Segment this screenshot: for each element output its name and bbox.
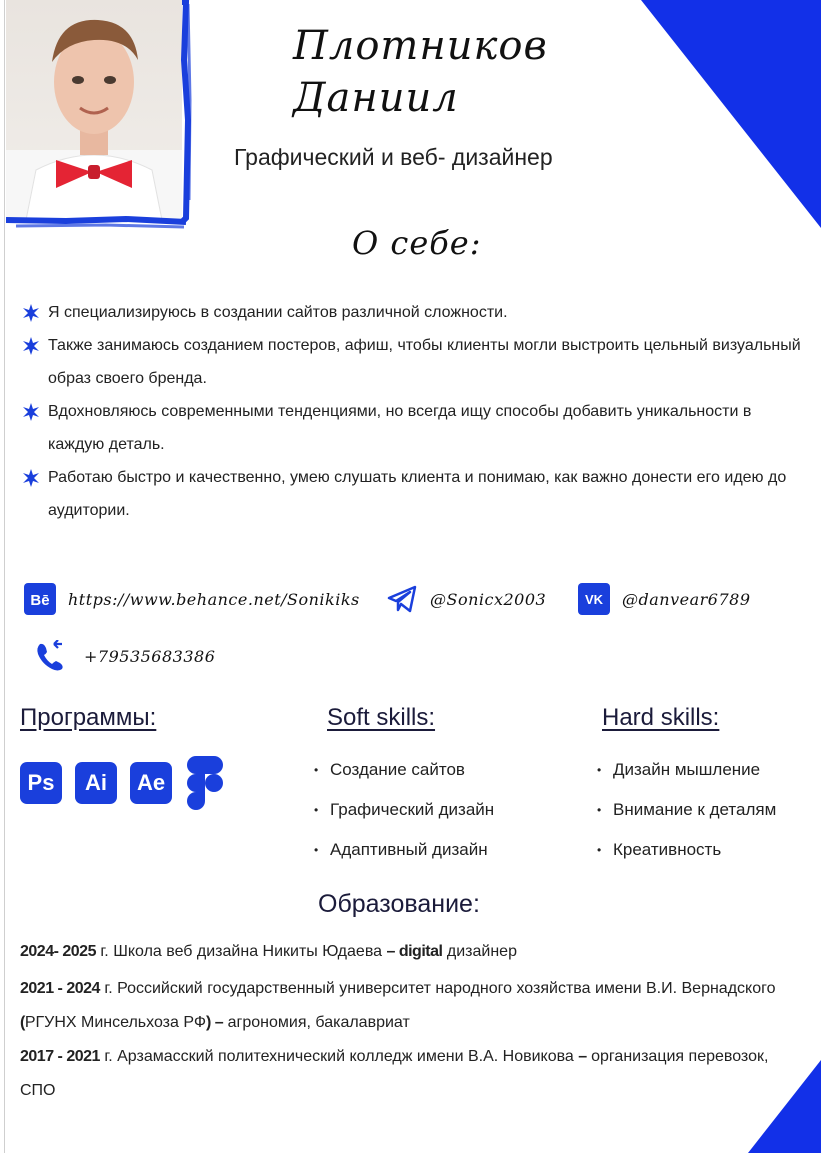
- star-bullet-icon: [22, 403, 40, 421]
- education-entry: 2024- 2025 г. Школа веб дизайна Никиты Юдаева – digital дизайнер: [20, 943, 517, 960]
- list-item: • Адаптивный дизайн: [314, 836, 494, 876]
- top-right-corner-decoration: [641, 0, 821, 228]
- hard-skills-title: Hard skills:: [602, 704, 720, 731]
- about-item: Я специализируюсь в создании сайтов различной сложности.: [22, 296, 812, 329]
- education-years: 2017 - 2021: [20, 1048, 100, 1065]
- phone-number[interactable]: +79535683386: [84, 646, 216, 666]
- star-bullet-icon: [22, 304, 40, 322]
- star-bullet-icon: [22, 469, 40, 487]
- photoshop-icon: Ps: [20, 762, 62, 804]
- telegram-contact[interactable]: [386, 583, 546, 615]
- behance-link[interactable]: https://www.behance.net/Sonikiks: [68, 589, 360, 609]
- behance-icon: [24, 583, 56, 615]
- soft-skills-list: [314, 756, 494, 876]
- profile-photo: [6, 0, 188, 226]
- telegram-icon: [386, 583, 418, 615]
- education-years: 2024- 2025: [20, 943, 96, 960]
- vk-handle[interactable]: @danvear6789: [622, 589, 751, 609]
- svg-text:Bē: Bē: [30, 592, 50, 609]
- svg-text:VK: VK: [584, 592, 604, 607]
- list-item: • Дизайн мышление: [597, 756, 776, 796]
- phone-icon: [34, 640, 66, 672]
- first-name: Даниил: [293, 75, 459, 121]
- figma-icon: [187, 756, 223, 810]
- vk-icon: [578, 583, 610, 615]
- hard-skills-list: [597, 756, 776, 876]
- soft-skills-title: Soft skills:: [327, 704, 436, 731]
- page-border: [4, 0, 5, 1153]
- illustrator-icon: Ai: [75, 762, 117, 804]
- programs-title: Программы:: [20, 704, 157, 731]
- education-entry: 2021 - 2024 г. Российский государственный университет народного хозяйства имени В.И. Вернадского (РГУНХ Минсельхоза РФ) – агрономия, бакалавриат: [20, 980, 776, 1031]
- behance-contact[interactable]: [24, 583, 360, 615]
- programs-list: [20, 756, 223, 810]
- education-years: 2021 - 2024: [20, 980, 100, 997]
- education-entry: 2017 - 2021 г. Арзамасский политехнический колледж имени В.А. Новикова – организация перевозок, СПО: [20, 1048, 769, 1099]
- job-title: Графический и веб- дизайнер: [234, 144, 553, 170]
- about-item: Вдохновляюсь современными тенденциями, но всегда ищу способы добавить уникальности в каждую деталь.: [22, 395, 812, 461]
- about-list: [22, 296, 812, 527]
- list-item: • Создание сайтов: [314, 756, 494, 796]
- full-name: [293, 20, 548, 124]
- vk-contact[interactable]: [578, 583, 751, 615]
- list-item: • Креативность: [597, 836, 776, 876]
- phone-contact[interactable]: [34, 640, 215, 672]
- education-title: Образование:: [318, 890, 480, 918]
- star-bullet-icon: [22, 337, 40, 355]
- brush-frame-decoration: [6, 0, 196, 230]
- last-name: Плотников: [293, 23, 548, 69]
- list-item: • Внимание к деталям: [597, 796, 776, 836]
- after-effects-icon: Ae: [130, 762, 172, 804]
- telegram-handle[interactable]: @Sonicx2003: [430, 589, 547, 609]
- about-title: О себе:: [352, 224, 482, 262]
- about-item: Работаю быстро и качественно, умею слушать клиента и понимаю, как важно донести его идею до аудитории.: [22, 461, 812, 527]
- about-item: Также занимаюсь созданием постеров, афиш, чтобы клиенты могли выстроить цельный визуальный образ своего бренда.: [22, 329, 812, 395]
- list-item: • Графический дизайн: [314, 796, 494, 836]
